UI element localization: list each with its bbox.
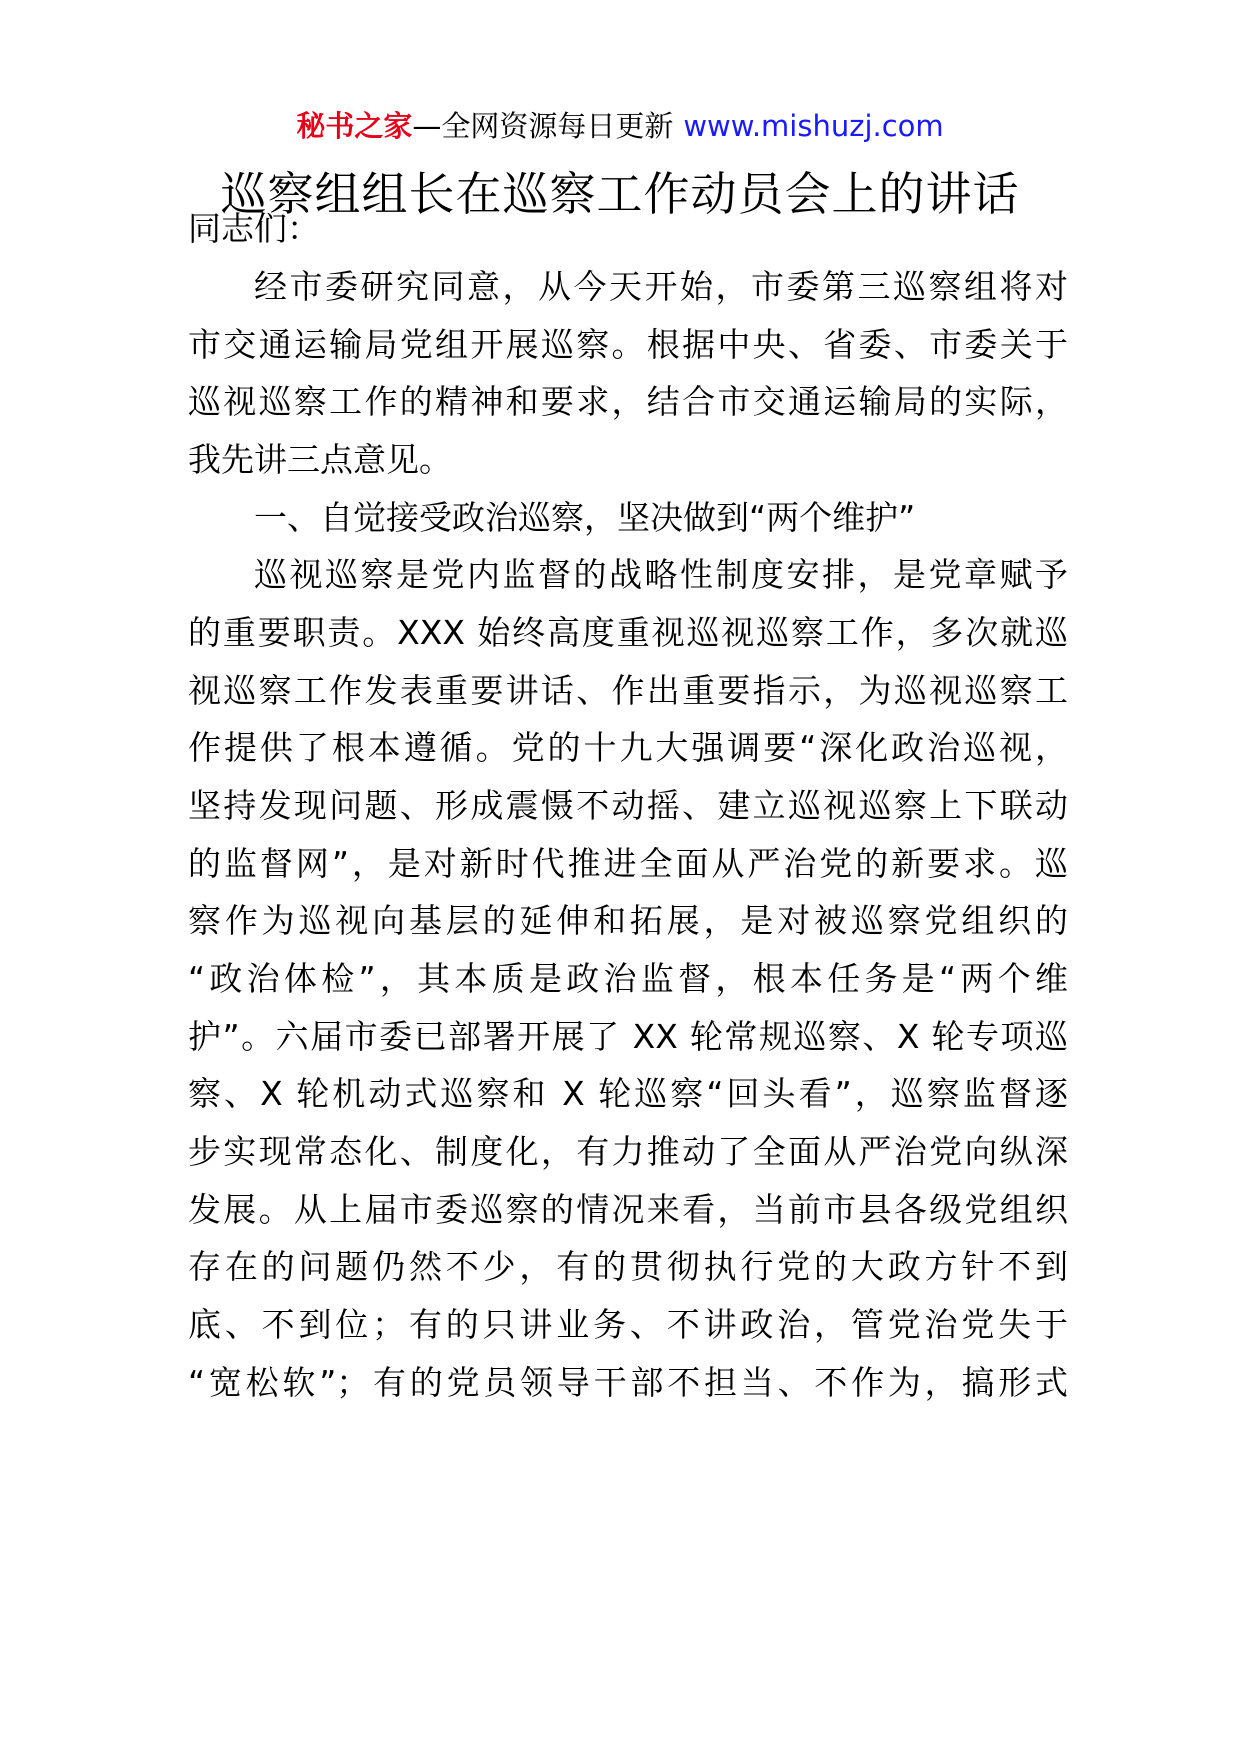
body-text-line: “宽松软”；有的党员领导干部不担当、不作为，搞形式	[188, 1363, 1068, 1402]
document-title: 巡察组组长在巡察工作动员会上的讲话	[220, 167, 1020, 221]
site-url-link[interactable]: www.mishuzj.com	[683, 109, 944, 143]
body-text-line: 底、不到位；有的只讲业务、不讲政治，管党治党失于	[188, 1305, 1068, 1344]
body-text-line: 存在的问题仍然不少，有的贯彻执行党的大政方针不到	[188, 1247, 1068, 1286]
salutation-line: 同志们：	[188, 209, 320, 248]
brand-slogan: —全网资源每日更新	[412, 109, 674, 143]
body-text-line: 护”。六届市委已部署开展了 XX 轮常规巡察、X 轮专项巡	[188, 1017, 1068, 1056]
body-text-line: 坚持发现问题、形成震慑不动摇、建立巡视巡察上下联动	[188, 786, 1068, 825]
body-text-line: 巡视巡察是党内监督的战略性制度安排，是党章赋予	[254, 555, 1068, 594]
body-text-line: “政治体检”，其本质是政治监督，根本任务是“两个维	[188, 959, 1068, 998]
body-text-line: 经市委研究同意，从今天开始，市委第三巡察组将对	[254, 267, 1068, 306]
body-text-line: 步实现常态化、制度化，有力推动了全面从严治党向纵深	[188, 1132, 1068, 1171]
section-heading: 一、自觉接受政治巡察，坚决做到“两个维护”	[254, 498, 916, 537]
header-banner	[0, 98, 1240, 154]
body-text-line: 市交通运输局党组开展巡察。根据中央、省委、市委关于	[188, 325, 1068, 364]
body-text-line: 察、X 轮机动式巡察和 X 轮巡察“回头看”，巡察监督逐	[188, 1074, 1068, 1113]
brand-name: 秘书之家	[296, 109, 413, 143]
body-text-line: 巡视巡察工作的精神和要求，结合市交通运输局的实际，	[188, 382, 1068, 421]
body-text-line: 我先讲三点意见。	[188, 440, 452, 479]
body-text-line: 发展。从上届市委巡察的情况来看，当前市县各级党组织	[188, 1190, 1068, 1229]
body-text-line: 视巡察工作发表重要讲话、作出重要指示，为巡视巡察工	[188, 671, 1068, 710]
body-text-line: 的重要职责。XXX 始终高度重视巡视巡察工作，多次就巡	[188, 613, 1068, 652]
body-text-line: 察作为巡视向基层的延伸和拓展，是对被巡察党组织的	[188, 901, 1068, 940]
body-text-line: 作提供了根本遵循。党的十九大强调要“深化政治巡视，	[188, 728, 1068, 767]
body-text-line: 的监督网”，是对新时代推进全面从严治党的新要求。巡	[188, 844, 1068, 883]
